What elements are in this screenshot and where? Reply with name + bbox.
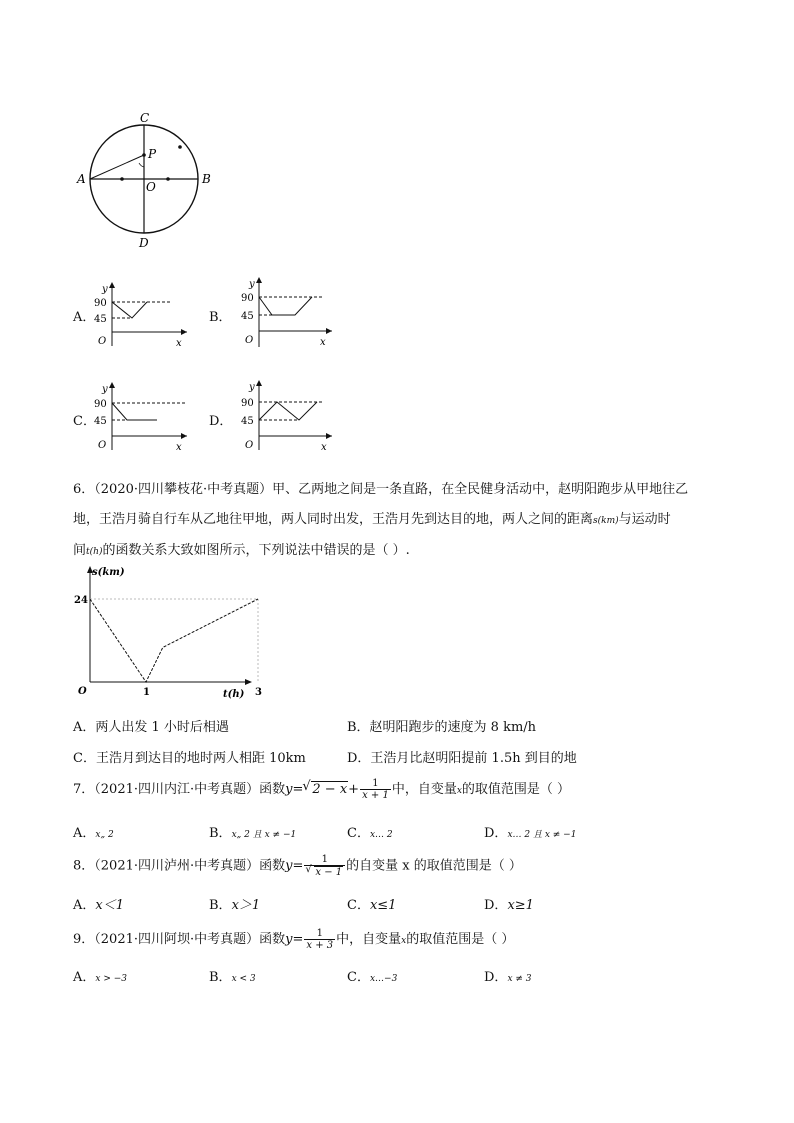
q7-fraction <box>360 778 391 801</box>
q7-option-a <box>73 822 114 841</box>
q7-option-d-letter: D． <box>484 826 508 841</box>
q8-option-b <box>209 894 260 913</box>
q8-option-d-text: x≥1 <box>507 898 534 913</box>
q9-option-c-text: x…−3 <box>369 974 398 984</box>
q9-option-c-letter: C． <box>347 970 370 985</box>
y-tick-24: 24 <box>74 595 88 606</box>
tick-90: 90 <box>241 293 254 304</box>
chart-xlabel: t(h) <box>223 689 245 700</box>
axis-x-label: x <box>321 442 327 453</box>
q8-eq: = <box>292 858 304 874</box>
origin-label: O <box>98 336 107 347</box>
q9-option-d <box>484 966 532 985</box>
q8-option-d-letter: D． <box>484 898 508 913</box>
q5-option-b-letter: B． <box>209 310 232 325</box>
q6-var-t: t(h) <box>86 547 103 557</box>
x-tick-3: 3 <box>255 687 262 698</box>
q7-post-b: 的取值范围是（ ） <box>461 782 571 797</box>
q6-line-2-pre: 地，王浩月骑自行车从乙地往甲地，两人同时出发，王浩月先到达目的地，两人之间的距离 <box>73 512 594 527</box>
q7-option-c <box>347 822 393 841</box>
q9-frac-num: 1 <box>316 928 323 939</box>
axis-y-label: y <box>102 284 108 295</box>
q6-line-3 <box>73 539 410 558</box>
axis-x-label: x <box>176 442 182 453</box>
q9-option-c <box>347 966 397 985</box>
label-p: P <box>148 147 157 161</box>
q8-option-c <box>347 894 396 913</box>
q8-y: y <box>285 858 293 874</box>
q9-option-d-text: x ≠ 3 <box>507 974 532 984</box>
q7-option-d-text: x… 2 且 x ≠ −1 <box>507 830 577 840</box>
q5-option-a-graph <box>92 280 192 350</box>
axis-y-label: y <box>249 279 255 290</box>
tick-90: 90 <box>94 399 107 410</box>
q7-frac-den: x + 1 <box>362 790 389 801</box>
q6-var-s: s(km) <box>593 516 619 526</box>
origin-label: O <box>245 440 254 451</box>
distance-series-line <box>90 599 258 682</box>
q9-pre: 9．（2021·四川阿坝·中考真题）函数 <box>73 932 286 947</box>
axis-x-label: x <box>320 337 326 348</box>
tick-45: 45 <box>94 416 107 427</box>
q6-line-2-post: 与运动时 <box>618 512 671 527</box>
q8-option-b-letter: B． <box>209 898 232 913</box>
q9-post-a: 中，自变量 <box>336 932 402 947</box>
q8-post: 的自变量 x 的取值范围是（ ） <box>346 858 522 874</box>
q9-var: x <box>401 936 407 946</box>
q7-sqrt: √ 2 − x <box>311 781 348 797</box>
q7-pre: 7．（2021·四川内江·中考真题）函数 <box>73 782 286 797</box>
q5-option-c-graph <box>92 380 192 452</box>
q7-option-b-text: x„ 2 且 x ≠ −1 <box>231 830 297 840</box>
q7-var: x <box>456 786 462 796</box>
q9-y: y <box>285 932 293 947</box>
q8-option-a-letter: A． <box>73 898 96 913</box>
q5-option-c-letter: C． <box>73 414 96 429</box>
q7-post-a: 中，自变量 <box>391 782 457 797</box>
q9-option-b <box>209 966 256 985</box>
q6-line-1: 6．（2020·四川攀枝花·中考真题）甲、乙两地之间是一条直路，在全民健身活动中，赵明阳跑步从甲地往乙 <box>73 482 689 497</box>
q6-line-2 <box>73 508 671 527</box>
x-axis-arrow <box>245 679 252 685</box>
label-a: A <box>77 172 86 186</box>
q5-option-a-letter: A． <box>73 310 96 325</box>
q8-option-d <box>484 894 534 913</box>
q8-pre: 8．（2021·四川泸州·中考真题）函数 <box>73 858 286 874</box>
origin-label: O <box>98 440 107 451</box>
q9-option-b-letter: B． <box>209 970 232 985</box>
q8-stem <box>73 854 522 878</box>
q9-option-a-text: x > −3 <box>95 974 127 984</box>
tick-45: 45 <box>241 311 254 322</box>
q9-option-b-text: x < 3 <box>231 974 256 984</box>
q9-option-a-letter: A． <box>73 970 96 985</box>
label-o: O <box>146 180 156 194</box>
q8-option-c-letter: C． <box>347 898 370 913</box>
q7-option-c-text: x… 2 <box>369 830 393 840</box>
q7-eq: = <box>292 782 304 797</box>
q6-distance-time-chart <box>70 562 262 702</box>
q5-option-b-graph <box>227 275 337 350</box>
q5-option-d-letter: D． <box>209 414 233 429</box>
q7-option-b-letter: B． <box>209 826 232 841</box>
tick-90: 90 <box>241 398 254 409</box>
q9-option-a <box>73 966 127 985</box>
q6-option-d: D．王浩月比赵明阳提前 1.5h 到目的地 <box>347 751 577 766</box>
label-b: B <box>202 172 211 186</box>
q9-option-d-letter: D． <box>484 970 508 985</box>
q7-option-a-text: x„ 2 <box>95 830 114 840</box>
q9-fraction <box>304 928 335 951</box>
q9-frac-den: x + 3 <box>306 940 334 951</box>
q7-frac-num: 1 <box>372 778 379 789</box>
q6-line-3-post: 的函数关系大致如图所示，下列说法中错误的是（ ）. <box>102 543 410 558</box>
q8-frac-den-wrap <box>304 865 345 878</box>
q8-fraction <box>304 854 345 878</box>
q8-frac-den: √ x − 1 <box>314 866 343 878</box>
q8-option-a <box>73 894 124 913</box>
q9-eq: = <box>292 932 304 947</box>
q6-option-c: C．王浩月到达目的地时两人相距 10km <box>73 751 306 766</box>
circle-figure <box>70 105 220 250</box>
chart-origin: O <box>78 686 87 697</box>
chart-ylabel: s(km) <box>92 567 125 578</box>
tick-90: 90 <box>94 298 107 309</box>
origin-label: O <box>245 335 254 346</box>
q7-option-d <box>484 822 576 841</box>
tick-45: 45 <box>241 416 254 427</box>
q7-plus: + <box>348 782 360 797</box>
label-c: C <box>140 111 150 125</box>
q6-option-a: A．两人出发 1 小时后相遇 <box>73 720 229 735</box>
q6-option-b: B．赵明阳跑步的速度为 8 km/h <box>347 720 537 735</box>
q8-frac-num: 1 <box>321 854 328 865</box>
axis-y-label: y <box>102 384 108 395</box>
x-tick-1: 1 <box>143 687 150 698</box>
q7-option-b <box>209 822 296 841</box>
q5-option-d-graph <box>227 378 337 453</box>
q7-option-c-letter: C． <box>347 826 370 841</box>
q8-option-b-text: x＞1 <box>231 898 261 913</box>
q9-post-b: 的取值范围是（ ） <box>406 932 515 947</box>
axis-x-label: x <box>176 338 182 349</box>
q8-option-c-text: x≤1 <box>369 898 397 913</box>
q7-option-a-letter: A． <box>73 826 96 841</box>
tick-45: 45 <box>94 314 107 325</box>
q7-stem <box>73 778 570 801</box>
q7-y: y <box>285 782 293 797</box>
axis-y-label: y <box>249 382 255 393</box>
q6-line-3-pre: 间 <box>73 543 87 558</box>
q8-option-a-text: x＜1 <box>95 898 124 913</box>
q9-stem <box>73 928 514 951</box>
label-d: D <box>139 236 149 250</box>
